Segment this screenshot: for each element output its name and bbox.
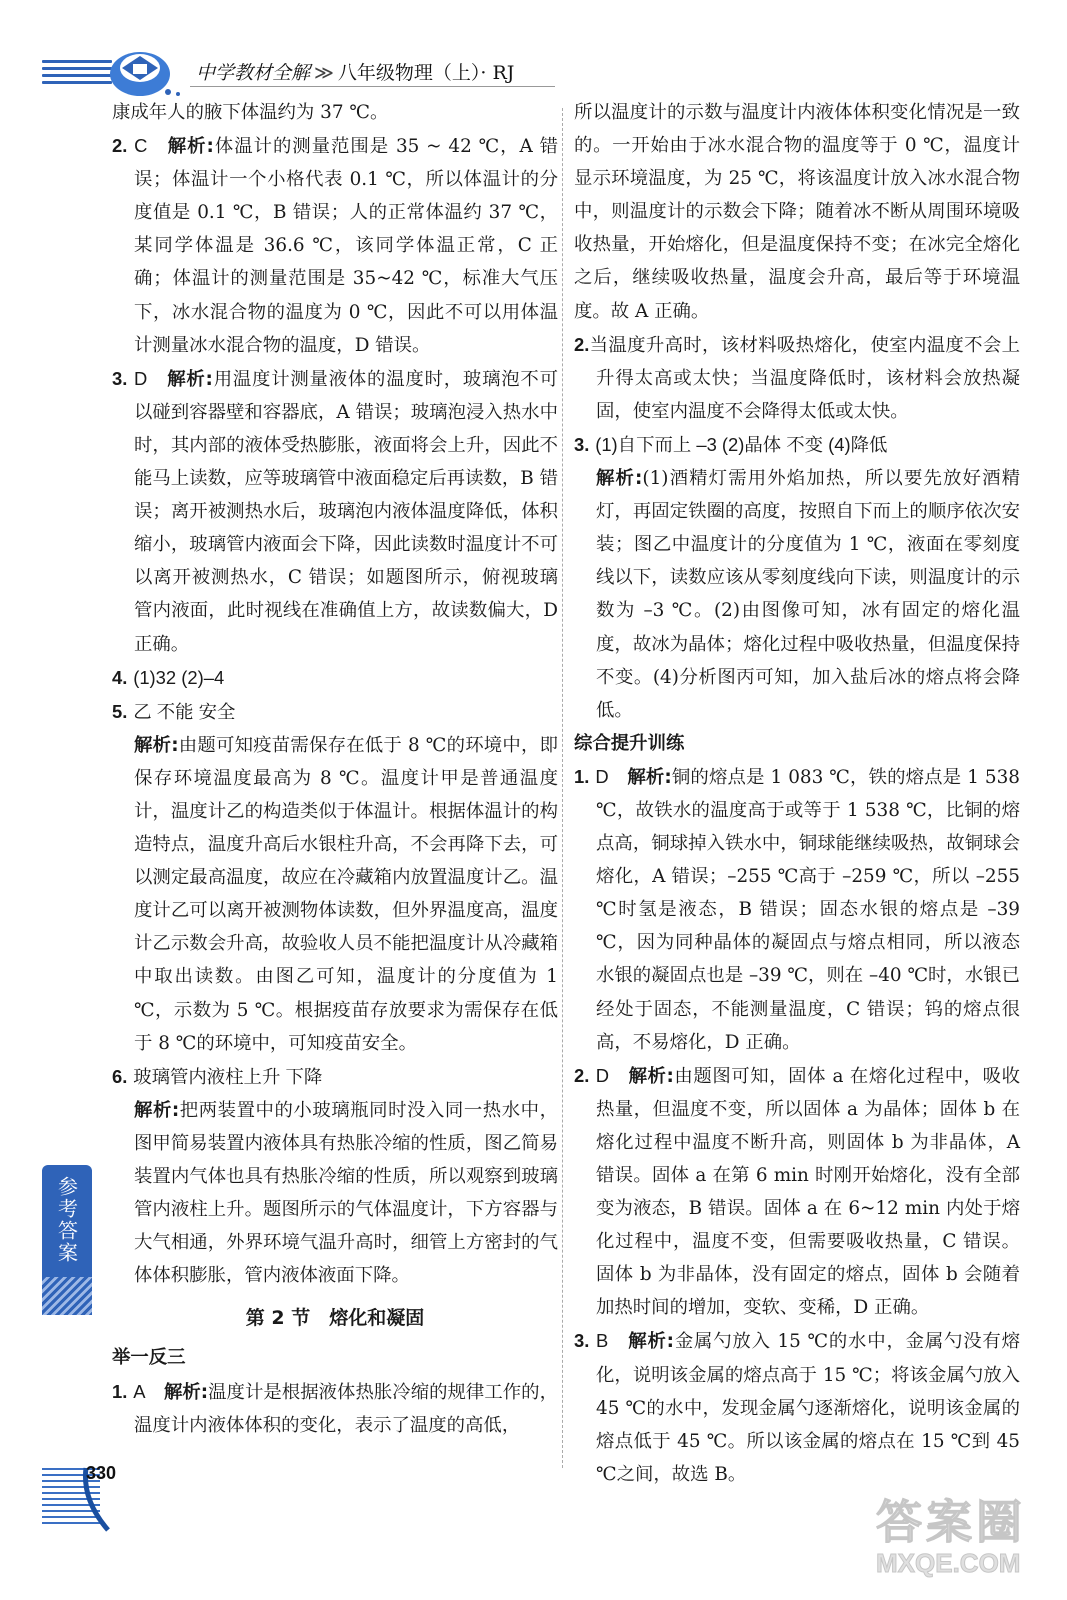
header-title <box>196 58 514 85</box>
watermark-title: 答案圈 <box>876 1495 1026 1549</box>
item-number: 1. <box>112 1380 128 1402</box>
answer-item <box>574 1059 1020 1325</box>
watermark-url: MXQE.COM <box>876 1548 1021 1578</box>
left-column <box>112 96 558 1442</box>
item-number: 2. <box>574 1064 590 1086</box>
item-number: 4. <box>112 666 128 688</box>
analysis-label: 解析: <box>628 1065 674 1087</box>
item-number: 1. <box>574 765 590 787</box>
answer-item <box>112 362 558 661</box>
answer-item <box>574 760 1020 1059</box>
item-text: 康成年人的腋下体温约为 37 ℃。 <box>112 102 389 123</box>
analysis-label: 解析: <box>628 1331 675 1353</box>
answer-item <box>112 1375 558 1442</box>
answer-paragraph <box>574 462 1020 727</box>
analysis-label: 解析: <box>596 468 643 490</box>
analysis-label: 解析: <box>627 766 672 788</box>
answer-paragraph <box>112 1094 558 1293</box>
item-number: 6. <box>112 1065 128 1087</box>
item-number: 3. <box>112 367 128 389</box>
item-number: 2. <box>574 333 590 355</box>
answer-paragraph <box>574 96 1020 328</box>
item-text: 用温度计测量液体的温度时，玻璃泡不可以碰到容器壁和容器底，A 错误；玻璃泡浸入热水中时，其内部的液体受热膨胀，液面将会上升，因此不能马上读数，应等玻璃管中液面稳定后再读数，B 错误；离开被测热水后，玻璃泡内液体温度降低，体积缩小，玻璃管内液面会下降，因此读数时温度计不可以离开被测热水，C 错误；如题图所示，俯视玻璃管内液面，此时视线在准确值上方，故读数偏大，D 正确。 <box>134 368 558 655</box>
item-text: (1)酒精灯需用外焰加热，所以要先放好酒精灯，再固定铁圈的高度，按照自下而上的顺序依次安装；图乙中温度计的分度值为 1 ℃，液面在零刻度线以下，读数应该从零刻度线向下读，则温度计的示数为 –3 ℃。(2)由图像可知，冰有固定的熔化温度，故冰为晶体；熔化过程中吸收热量，但温度保持不变。(4)分析图丙可知，加入盐后冰的熔点将会降低。 <box>596 468 1020 721</box>
analysis-label: 解析: <box>167 368 213 390</box>
side-tab-label: 参考答案 <box>54 1176 79 1264</box>
item-answer: D <box>133 367 148 389</box>
analysis-label: 解析: <box>134 1099 180 1121</box>
right-column <box>574 96 1020 1491</box>
item-answer: D <box>595 1064 610 1086</box>
header-rule <box>190 86 555 87</box>
item-answer: D <box>595 765 609 787</box>
item-answer: (1)32 (2)–4 <box>133 666 225 688</box>
item-text: 温度计是根据液体热胀冷缩的规律工作的，温度计内液体体积的变化，表示了温度的高低， <box>134 1381 558 1436</box>
side-tab <box>42 1165 92 1315</box>
item-number: 3. <box>574 1330 590 1352</box>
answer-item <box>112 695 558 729</box>
subject-name: 八年级物理（上）· RJ <box>337 62 515 84</box>
book-name: 中学教材全解 <box>196 62 311 84</box>
item-answer: (1)自下而上 –3 (2)晶体 不变 (4)降低 <box>595 433 888 455</box>
side-tab-hatch <box>42 1277 92 1315</box>
answer-item <box>112 661 558 695</box>
item-answer: C <box>134 135 148 157</box>
answer-paragraph <box>112 96 558 129</box>
item-answer: B <box>596 1330 609 1352</box>
item-text: 由题可知疫苗需保存在低于 8 ℃的环境中，即保存环境温度最高为 8 ℃。温度计甲是普通温度计，温度计乙的构造类似于体温计。根据体温计的构造特点，温度升高后水银柱升高，不会再降下去，可以测定最高温度，故应在冷藏箱内放置温度计乙。温度计乙可以离开被测物体读数，但外界温度高，温度计乙示数会升高，故验收人员不能把温度计从冷藏箱中取出读数。由图乙可知，温度计的分度值为 1 ℃，示数为 5 ℃。根据疫苗存放要求为需保存在低于 8 ℃的环境中，可知疫苗安全。 <box>134 734 558 1054</box>
item-text: 当温度升高时，该材料吸热熔化，使室内温度不会上升得太高或太快；当温度降低时，该材料会放热凝固，使室内温度不会降得太低或太快。 <box>589 334 1020 422</box>
answer-item <box>574 328 1020 428</box>
analysis-label: 解析: <box>134 734 179 756</box>
item-number: 3. <box>574 433 590 455</box>
section-heading: 第 2 节 熔化和凝固 <box>245 1307 425 1330</box>
answer-item <box>574 1324 1020 1490</box>
item-text: 由题图可知，固体 a 在熔化过程中，吸收热量，但温度不变，所以固体 a 为晶体；固体 b 在熔化过程中温度不断升高，则固体 b 为非晶体，A 错误。固体 a 在第 6 min 时刚开始熔化，没有全部变为液态，B 错误。固体 a 在 6~12 min 内处于熔化过程中，温度不变，但需要吸收热量，C 错误。固体 b 为非晶体，没有固定的熔点，固体 b 会随着加热时间的增加，变软、变稀，D 正确。 <box>596 1065 1020 1319</box>
item-answer: 乙 不能 安全 <box>133 700 236 722</box>
answer-item <box>112 1060 558 1094</box>
item-answer: 玻璃管内液柱上升 下降 <box>133 1065 323 1087</box>
item-number: 5. <box>112 700 128 722</box>
item-text: 体温计的测量范围是 35 ~ 42 ℃，A 错误；体温计一个小格代表 0.1 ℃，所以体温计的分度值是 0.1 ℃，B 错误；人的正常体温约 37 ℃，某同学体温是 36.6 ℃，该同学体温正常，C 正确；体温计的测量范围是 35~42 ℃，标准大气压下，冰水混合物的温度为 0 ℃，因此不可以用体温计测量冰水混合物的温度，D 错误。 <box>134 136 559 356</box>
subsection-heading: 举一反三 <box>112 1347 186 1369</box>
analysis-label: 解析: <box>167 136 214 158</box>
page-header <box>0 0 1067 100</box>
item-text: 金属勺放入 15 ℃的水中，金属勺没有熔化，说明该金属的熔点高于 15 ℃；将该金属勺放入 45 ℃的水中，发现金属勺逐渐熔化，说明该金属的熔点低于 45 ℃。所以该金属的熔点在 15 ℃到 45 ℃之间，故选 B。 <box>596 1331 1020 1485</box>
item-text: 铜的熔点是 1 083 ℃，铁的熔点是 1 538 ℃，故铁水的温度高于或等于 1 538 ℃，比铜的熔点高，铜球掉入铁水中，铜球能继续吸热，故铜球会熔化，A 错误；–255 ℃高于 –259 ℃，所以 –255 ℃时氢是液态，B 错误；固态水银的熔点是 –39 ℃，因为同种晶体的凝固点与熔点相同，所以液态水银的凝固点也是 –39 ℃，则在 –40 ℃时，水银已经处于固态，不能测量温度，C 错误；钨的熔点很高，不易熔化，D 正确。 <box>596 766 1020 1053</box>
book-logo-icon <box>100 38 188 100</box>
analysis-label: 解析: <box>163 1381 209 1403</box>
answer-paragraph <box>112 729 558 1060</box>
answer-item <box>112 129 558 362</box>
chevron-right-icon: ≫ <box>314 62 334 84</box>
item-text: 所以温度计的示数与温度计内液体体积变化情况是一致的。一开始由于冰水混合物的温度等于 0 ℃，温度计显示环境温度，为 25 ℃，将该温度计放入冰水混合物中，则温度计的示数会下降；随着冰不断从周围环境吸收热量，开始熔化，但是温度保持不变；在冰完全熔化之后，继续吸收热量，温度会升高，最后等于环境温度。故 A 正确。 <box>574 102 1020 322</box>
item-text: 把两装置中的小玻璃瓶同时没入同一热水中，图甲简易装置内液体具有热胀冷缩的性质，图乙简易装置内气体也具有热胀冷缩的性质，所以观察到玻璃管内液柱上升。题图所示的气体温度计，下方容器与大气相通，外界环境气温升高时，细管上方密封的气体体积膨胀，管内液体液面下降。 <box>134 1099 558 1287</box>
watermark <box>876 1486 1048 1586</box>
page-number: 330 <box>86 1463 117 1483</box>
answer-item <box>574 428 1020 462</box>
item-answer: A <box>133 1380 146 1402</box>
subsection-heading: 综合提升训练 <box>574 732 685 754</box>
item-number: 2. <box>112 135 128 157</box>
column-divider <box>562 108 563 1468</box>
